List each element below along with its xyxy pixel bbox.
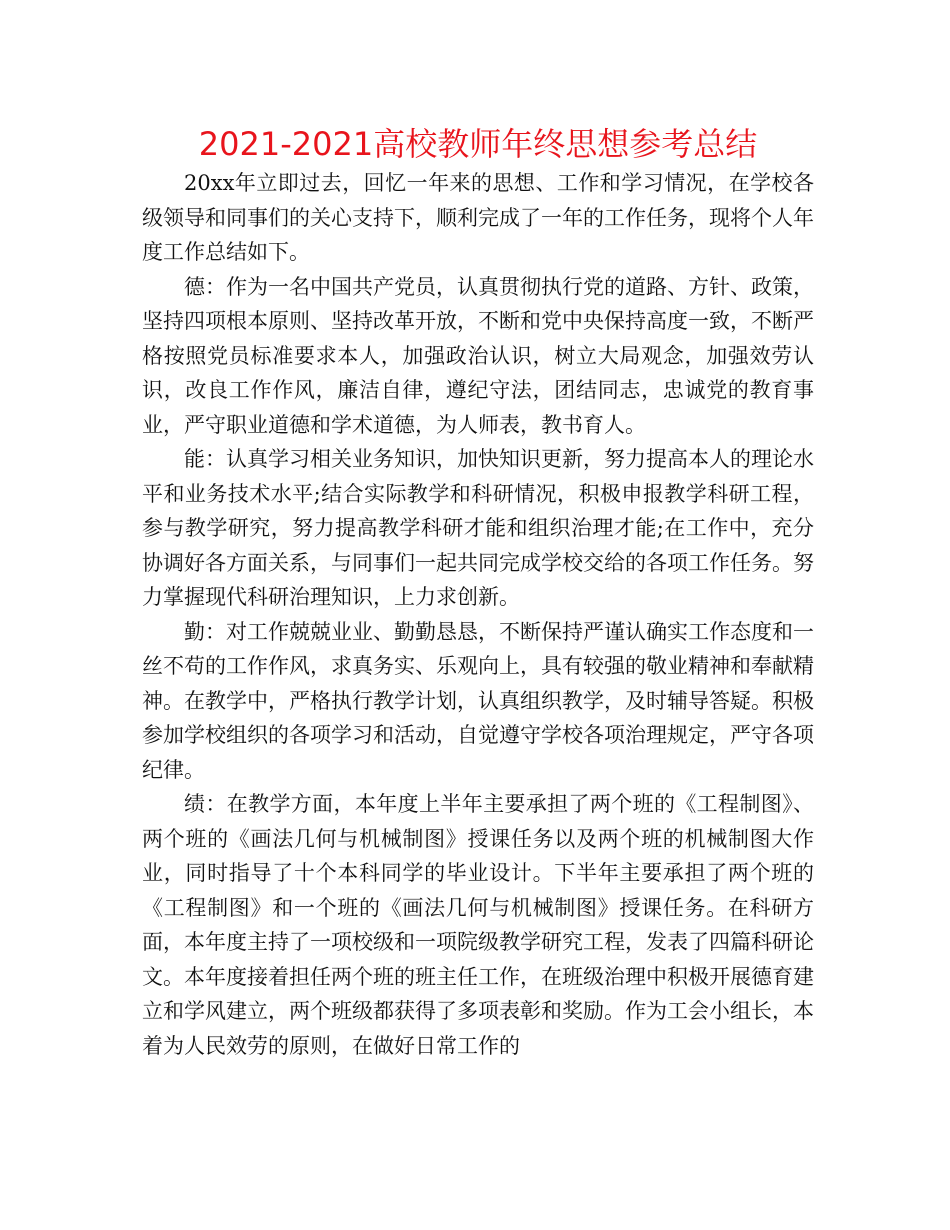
paragraph-achievements: 绩：在教学方面，本年度上半年主要承担了两个班的《工程制图》、两个班的《画法几何与机械制图》授课任务以及两个班的机械制图大作业，同时指导了十个本科同学的毕业设计。下半年主要承担了两个班的《工程制图》和一个班的《画法几何与机械制图》授课任务。在科研方面，本年度主持了一项校级和一项院级教学研究工程，发表了四篇科研论文。本年度接着担任两个班的班主任工作，在班级治理中积极开展德育建立和学风建立，两个班级都获得了多项表彰和奖励。作为工会小组长，本着为人民效劳的原则，在做好日常工作的: [142, 792, 814, 1058]
document-page: [142, 122, 814, 1063]
document-title: 2021-2021高校教师年终思想参考总结: [198, 125, 758, 163]
paragraph-diligence: 勤：对工作兢兢业业、勤勤恳恳，不断保持严谨认确实工作态度和一丝不苟的工作作风，求真务实、乐观向上，具有较强的敬业精神和奉献精神。在教学中，严格执行教学计划，认真组织教学，及时辅导答疑。积极参加学校组织的各项学习和活动，自觉遵守学校各项治理规定，严守各项纪律。: [142, 619, 814, 782]
paragraph-intro: 20xx年立即过去，回忆一年来的思想、工作和学习情况，在学校各级领导和同事们的关心支持下，顺利完成了一年的工作任务，现将个人年度工作总结如下。: [142, 171, 814, 264]
paragraph-ability: 能：认真学习相关业务知识，加快知识更新，努力提高本人的理论水平和业务技术水平;结合实际教学和科研情况，积极申报教学科研工程，参与教学研究，努力提高教学科研才能和组织治理才能;在工作中，充分协调好各方面关系，与同事们一起共同完成学校交给的各项工作任务。努力掌握现代科研治理知识，上力求创新。: [142, 447, 814, 609]
paragraph-morality: 德：作为一名中国共产党员，认真贯彻执行党的道路、方针、政策，坚持四项根本原则、坚持改革开放，不断和党中央保持高度一致，不断严格按照党员标准要求本人，加强政治认识，树立大局观念，加强效劳认识，改良工作作风，廉洁自律，遵纪守法，团结同志，忠诚党的教育事业，严守职业道德和学术道德，为人师表，教书育人。: [142, 274, 814, 437]
